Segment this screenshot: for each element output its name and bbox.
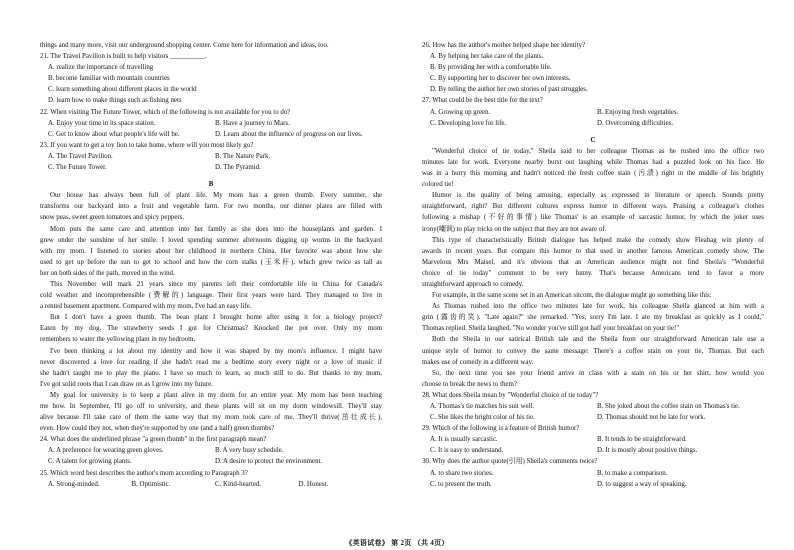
- passage-line: her on both sides of the path, moved in the wind.: [40, 269, 175, 277]
- option-c: C. learn something about different places in the world: [48, 86, 197, 94]
- passage-line: So, the next time you see your friend arrive in class with a stain on his or her shirt, how would you: [432, 369, 764, 377]
- option-d: D. learn how to make things such as fishing nets: [48, 97, 182, 105]
- passage-line: never discovered a love for reading if she hadn't read me a bedtime story every night or a love of music if: [40, 358, 382, 366]
- option-c: C. By supporting her to discover her own interests.: [430, 75, 571, 83]
- options-row: [422, 401, 764, 412]
- options-row: [422, 434, 764, 445]
- option-b: B. to make a comparison.: [597, 469, 668, 477]
- question-stem: 25. Which word best describes the author's mom according to Paragraph 3?: [40, 469, 248, 477]
- question-stem: 27. What could be the best title for the text?: [422, 97, 543, 105]
- passage-line: cold weather and incomprehensible (费解的) language. Their first years were hard. They managed to live in: [40, 292, 382, 300]
- option-c: C. She likes the bright color of his tie.: [430, 414, 535, 422]
- option-b: B. The Nature Park.: [215, 152, 271, 160]
- option-d: D. By telling the author her own stories of past struggles.: [430, 86, 588, 94]
- question-30: [422, 456, 764, 489]
- option-a: A. It is usually sarcastic.: [430, 436, 498, 444]
- option-d: D. It is mostly about positive things.: [597, 447, 698, 455]
- option-d: D. Honest.: [298, 480, 329, 488]
- passage-line: This November will mark 21 years since my parents left their comfortable life in China for Canada's: [50, 280, 382, 288]
- options-row: [40, 445, 382, 456]
- option-c: C. Developing love for life.: [430, 119, 507, 127]
- option-b: B. become familiar with mountain countries: [48, 75, 170, 83]
- question-stem: 28. What does Sheila mean by "Wonderful choice of tie today"?: [422, 391, 599, 399]
- passage-line: For example, in the same scene set in an American sitcom, the dialogue might go something like this:: [432, 292, 712, 300]
- passage-line: But I don't have a green thumb. The bean plant I brought home after using it for a biology project?: [50, 314, 382, 322]
- passage-line: transforms our backyard into a fruit and vegetable farm. For two months, our dinner plates are filled with: [40, 203, 382, 211]
- right-column: [422, 40, 764, 490]
- passage-line: "Wonderful choice of tie today," Sheila said to her colleague Thomas as he rushed into the office two: [432, 147, 764, 155]
- option-c: C. It is easy to understand.: [430, 447, 504, 455]
- passage-line: used to get up before the sun to get to school and how the corn stalks (玉米秆), which grew twice as tall as: [40, 258, 382, 266]
- option-d: D. Overcoming difficulties.: [597, 119, 674, 127]
- options-row: [422, 412, 764, 423]
- option-c: C. to present the truth.: [430, 480, 492, 488]
- passage-line: Both the Sheila in our satirical British tale and the Sheila from our straightforward American tale use a: [432, 336, 764, 344]
- option-a: A. Enjoy your time in its space station.: [48, 119, 156, 127]
- option-b: B. A very busy schedule.: [215, 447, 284, 455]
- option-b: B. Enjoying fresh vegetables.: [597, 108, 679, 116]
- options-row: [422, 468, 764, 479]
- option-c: C. Kind-hearted.: [215, 480, 262, 488]
- option-a: A. A preference for wearing green gloves.: [48, 447, 164, 455]
- passage-line: choose to break the news to them?: [422, 380, 517, 388]
- passage-line: with my mom. I listened to stories about her childhood in northern China. Her favorite was about how she: [40, 247, 382, 255]
- options-row: [40, 118, 382, 129]
- question-25: [40, 468, 382, 490]
- question-stem: 30. Why does the author quote(引用) Sheila's comments twice?: [422, 458, 598, 466]
- option-a: A. Growing up green.: [430, 108, 491, 116]
- options-row: [40, 129, 382, 140]
- options-row: [422, 107, 764, 118]
- passage-line: I've been thinking a lot about my identity and how it was shaped by my mom's influence. I might have: [50, 347, 382, 355]
- options-row: [40, 151, 382, 162]
- passage-line: Humor is the quality of being amusing, especially as expressed in literature or speech. Sounds pretty: [432, 192, 764, 200]
- passage-line: grew under the sunshine of her smile. I loved spending summer afternoons digging up worms in the backyard: [40, 236, 382, 244]
- passage-line: even. How could they not, when they're supported by one (and a half) green thumbs?: [40, 425, 275, 433]
- section-heading-c: C: [590, 136, 596, 144]
- option-d: D. The Pyramid.: [215, 164, 261, 172]
- question-stem: 29. Which of the following is a feature of British humor?: [422, 425, 580, 433]
- passage-line: This type of characteristically British dialogue has helped make the comedy show Fleabag win plenty of: [432, 236, 764, 244]
- option-b: B. She joked about the coffee stain on Thomas's tie.: [597, 403, 740, 410]
- passage-line: straightforward approach to comedy.: [422, 280, 524, 288]
- passage-line: My goal for university is to keep a plant alive in my dorm for an entire year. My mom has been teaching: [50, 391, 382, 399]
- option-b: B. It tends to be straightforward.: [597, 436, 687, 444]
- options-row: [40, 479, 382, 490]
- passage-line: grin (露齿的笑). "Late again?" she remarked. "Yes, sorry I'm late. I ate my breakfast as quickly as I could,": [422, 314, 764, 322]
- question-29: [422, 423, 764, 456]
- passage-c: [422, 146, 764, 390]
- option-b: B. Have a journey to Mars.: [215, 119, 290, 127]
- option-a: A. realize the importance of travelling: [48, 64, 154, 72]
- passage-line: choice of tie today" comment to be very funny. That's because Americans tend to favor a more: [422, 269, 764, 277]
- passage-line: awards in recent years. But compare this humor to that used in another famous American comedy show, The: [422, 247, 764, 255]
- passage-line: makes use of comedy in a different way.: [422, 358, 534, 366]
- options-row: [422, 118, 764, 129]
- option-c: C. The Future Tower.: [48, 164, 107, 172]
- passage-line: snow peas, sweet green tomatoes and spicy peppers.: [40, 214, 185, 222]
- options-row: [40, 456, 382, 467]
- passage-line: straightforward, right? But different cultures express humor in different ways. Praising a colleague's clothes: [422, 203, 764, 211]
- intro-line: things and many more, visit our underground shopping center. Come here for information and ideas, too.: [40, 42, 329, 49]
- passage-line: me how. In September, I'll go off to university, and these plants will sit on my dorm windowsill. They'll stay: [40, 403, 382, 410]
- passage-line: Marvelous Mrs Maisel, and it's obvious that an American audience might not find Sheila's "Wonderful: [422, 258, 764, 266]
- passage-line: Mom puts the same care and attention into her family as she does into the houseplants and garden. I: [50, 225, 382, 233]
- page-footer: 《英语试卷》 第 2页 （共 4页）: [345, 539, 449, 547]
- passage-line: was in a hurry this morning and hadn't noticed the fresh coffee stain (污渍) right in the middle of his brightly: [422, 170, 764, 178]
- passage-line: Thomas replied. Sheila laughed, "No wonder you've still got half your breakfast on your tie!": [422, 325, 680, 333]
- left-column: [40, 40, 382, 490]
- question-stem: 26. How has the author's mother helped shape her identity?: [422, 42, 586, 49]
- option-d: D. Thomas should not be late for work.: [597, 414, 706, 422]
- question-23: [40, 140, 382, 173]
- passage-line: minutes late for work. Everyone nearby burst out laughing while Thomas had a puzzled look on his face. He: [422, 158, 764, 166]
- option-a: A. Thomas's tie matches his suit well.: [430, 403, 535, 410]
- question-21: [40, 51, 382, 106]
- question-27: [422, 95, 764, 128]
- option-a: A. By helping her take care of the plants.: [430, 53, 544, 61]
- passage-line: remembers to water the yellowing plant in my bedroom.: [40, 336, 196, 344]
- option-c: C. Get to know about what people's life will be.: [48, 130, 180, 138]
- option-a: A. The Travel Pavilion.: [48, 152, 113, 160]
- question-stem: 24. What does the underlined phrase "a green thumb" in the first paragraph mean?: [40, 436, 267, 444]
- passage-line: irony(嘲讽) to play tricks on the subject that they are not aware of.: [422, 225, 607, 233]
- option-b: B. By providing her with a comfortable life.: [430, 64, 552, 72]
- option-b: B. Optimistic.: [131, 480, 171, 488]
- option-d: D. Learn about the influence of progress on our lives.: [215, 130, 363, 138]
- option-c: C. A talent for growing plants.: [48, 458, 132, 466]
- passage-line: following a mishap (不好的事情) like Thomas' is an example of sarcastic humor, by which the joker uses: [422, 214, 764, 222]
- passage-line: I've got solid roots that I can draw on as I grow into my future.: [40, 380, 213, 388]
- options-row: [422, 479, 764, 490]
- option-a: A. Strong-minded.: [48, 480, 100, 488]
- passage-line: Eaten by my dog. The strawberry seeds I got for Christmas? Knocked the pot over. Only my mom: [40, 325, 382, 333]
- question-stem: 21. The Travel Pavilion is built to help visitors __________.: [40, 53, 207, 61]
- section-heading-b: B: [208, 181, 214, 189]
- passage-line: she hadn't taught me to play the piano. I have so much to learn, so much still to do. But thanks to my mom,: [40, 369, 382, 377]
- question-stem: 23. If you want to get a toy lion to take home, where will you most likely go?: [40, 141, 254, 149]
- options-row: [40, 162, 382, 173]
- passage-line: alive because I'll take care of them the same way that my mom took care of me. They'll thrive(茁壮成长),: [40, 414, 382, 422]
- option-d: D. A desire to protect the environment.: [215, 458, 323, 466]
- question-22: [40, 107, 382, 140]
- passage-line: colored tie!: [422, 181, 454, 189]
- question-stem: 22. When visiting The Future Tower, which of the following is not available for you to do?: [40, 108, 291, 116]
- passage-line: As Thomas rushed into the office two minutes late for work, his colleague Sheila glanced at him with a: [432, 303, 764, 311]
- passage-b: [40, 190, 382, 434]
- options-row: [422, 445, 764, 456]
- option-a: A. to share two stories.: [430, 469, 494, 477]
- option-d: D. to suggest a way of speaking.: [597, 480, 687, 488]
- question-26: [422, 40, 764, 95]
- passage-line: Our house has always been full of plant life. My mom has a green thumb. Every summer, she: [50, 192, 382, 200]
- passage-line: a rented basement apartment. Compared with my mom, I've had an easy life.: [40, 303, 252, 311]
- question-24: [40, 434, 382, 467]
- question-28: [422, 390, 764, 423]
- passage-line: unique style of humor to convey the same message: There's a coffee stain on your tie, Thomas. But each: [422, 347, 764, 355]
